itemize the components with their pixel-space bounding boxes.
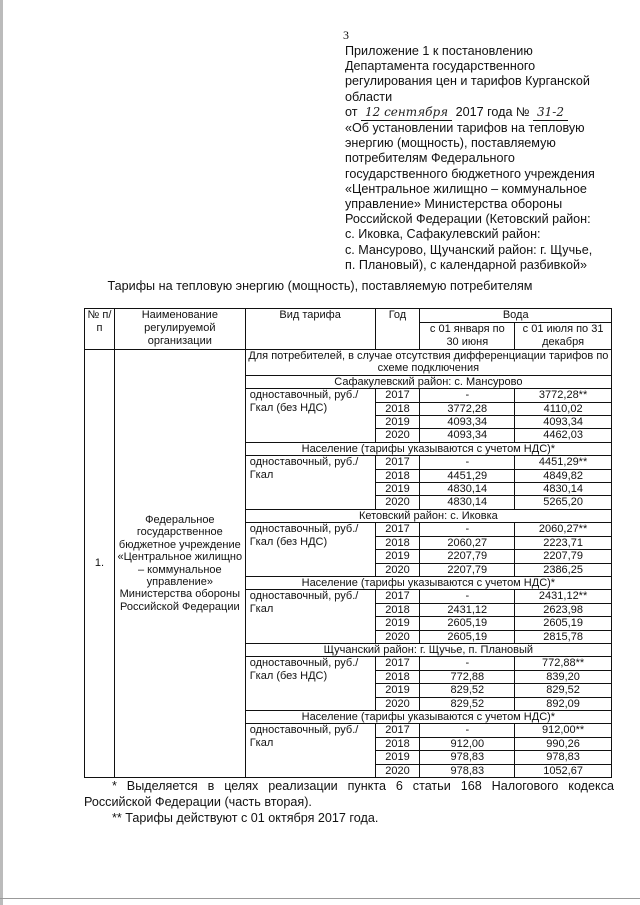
population-heading: Население (тарифы указываются с учетом НДС)*: [245, 710, 611, 723]
tariff-period-2: 2815,78: [515, 630, 612, 643]
year-cell: 2019: [375, 550, 420, 563]
appendix-header: [345, 44, 615, 273]
year-cell: 2020: [375, 429, 420, 442]
section-heading: Для потребителей, в случае отсутствия дифференциации тарифов по схеме подключения: [245, 350, 611, 376]
population-heading: Население (тарифы указываются с учетом НДС)*: [245, 576, 611, 589]
year-cell: 2017: [375, 456, 420, 469]
tariff-period-2: 772,88**: [515, 657, 612, 670]
tariff-type: одноставочный, руб./Гкал (без НДС): [245, 657, 375, 711]
tariff-period-1: 4451,29: [420, 469, 515, 482]
year-cell: 2017: [375, 724, 420, 737]
tariff-period-1: 4830,14: [420, 496, 515, 509]
tariff-period-2: 2223,71: [515, 536, 612, 549]
footnote-1: * Выделяется в целях реализации пункта 6 статьи 168 Налогового кодекса Российской Федерации (часть вторая).: [84, 779, 614, 809]
year-cell: 2017: [375, 523, 420, 536]
tariff-period-2: 4093,34: [515, 416, 612, 429]
tariff-period-2: 2386,25: [515, 563, 612, 576]
section-heading-row: [85, 350, 612, 376]
subject-line: управление» Министерства обороны: [345, 197, 563, 212]
header-water: Вода: [420, 309, 612, 323]
year-cell: 2020: [375, 563, 420, 576]
tariff-period-2: 839,20: [515, 670, 612, 683]
tariff-period-2: 990,26: [515, 737, 612, 750]
tariff-period-1: 2207,79: [420, 563, 515, 576]
header-period-2: с 01 июля по 31 декабря: [515, 323, 612, 350]
year-cell: 2019: [375, 416, 420, 429]
year-cell: 2017: [375, 657, 420, 670]
tariff-period-1: 829,52: [420, 697, 515, 710]
tariff-period-2: 829,52: [515, 684, 612, 697]
population-heading: Население (тарифы указываются с учетом НДС)*: [245, 442, 611, 455]
year-cell: 2018: [375, 469, 420, 482]
year-cell: 2018: [375, 536, 420, 549]
tariff-period-1: -: [420, 456, 515, 469]
organization-name: Федеральное государственное бюджетное учреждение «Центральное жилищно – коммунальное управление» Министерства обороны Российской Федерации: [114, 350, 245, 778]
date-prefix: от: [345, 104, 358, 119]
district-name: Сафакулевский район: с. Мансурово: [245, 375, 611, 388]
tariff-period-1: -: [420, 724, 515, 737]
header-number: № п/п: [85, 309, 115, 350]
year-cell: 2017: [375, 590, 420, 603]
subject-line: с. Мансурово, Щучанский район: г. Щучье,: [345, 242, 593, 257]
header-period-1: с 01 января по 30 июня: [420, 323, 515, 350]
tariff-period-2: 978,83: [515, 751, 612, 764]
tariff-period-2: 912,00**: [515, 724, 612, 737]
year-cell: 2019: [375, 684, 420, 697]
appendix-line: области: [345, 89, 393, 104]
district-name: Кетовский район: с. Иковка: [245, 509, 611, 522]
tariff-period-1: 2207,79: [420, 550, 515, 563]
appendix-line: регулирования цен и тарифов Курганской: [345, 74, 590, 89]
page-number: 3: [343, 28, 349, 42]
tariff-period-1: 3772,28: [420, 402, 515, 415]
tariff-period-1: 2605,19: [420, 617, 515, 630]
handwritten-number: 31-2: [533, 105, 568, 121]
year-cell: 2018: [375, 603, 420, 616]
tariff-table: [84, 308, 612, 778]
tariff-period-1: -: [420, 523, 515, 536]
tariff-type: одноставочный, руб./Гкал (без НДС): [245, 523, 375, 577]
tariff-period-1: 978,83: [420, 751, 515, 764]
tariff-period-1: 829,52: [420, 684, 515, 697]
tariff-period-2: 2207,79: [515, 550, 612, 563]
subject-line: «Центральное жилищно – коммунальное: [345, 181, 587, 196]
subject-line: с. Иковка, Сафакулевский район:: [345, 227, 541, 242]
tariff-period-1: -: [420, 590, 515, 603]
year-cell: 2019: [375, 483, 420, 496]
year-cell: 2020: [375, 764, 420, 777]
tariff-period-1: 912,00: [420, 737, 515, 750]
tariff-period-1: -: [420, 657, 515, 670]
handwritten-date: 12 сентября: [361, 105, 452, 121]
footnotes: [84, 778, 614, 826]
year-cell: 2020: [375, 697, 420, 710]
tariff-period-1: 4093,34: [420, 429, 515, 442]
tariff-period-2: 1052,67: [515, 764, 612, 777]
year-cell: 2020: [375, 496, 420, 509]
header-organization: Наименование регулируемой организации: [114, 309, 245, 350]
subject-line: энергию (мощность), поставляемую: [345, 136, 556, 151]
tariff-type: одноставочный, руб./Гкал: [245, 724, 375, 778]
tariff-period-2: 5265,20: [515, 496, 612, 509]
tariff-period-2: 892,09: [515, 697, 612, 710]
tariff-period-2: 4830,14: [515, 483, 612, 496]
tariff-type: одноставочный, руб./Гкал (без НДС): [245, 389, 375, 443]
tariff-period-2: 2431,12**: [515, 590, 612, 603]
appendix-line: Департамента государственного: [345, 59, 536, 74]
scan-edge: [0, 0, 3, 905]
tariff-period-1: 2605,19: [420, 630, 515, 643]
year-cell: 2018: [375, 737, 420, 750]
year-cell: 2019: [375, 617, 420, 630]
year-cell: 2018: [375, 402, 420, 415]
row-number: 1.: [85, 350, 115, 778]
tariff-period-1: 772,88: [420, 670, 515, 683]
tariff-period-1: 2431,12: [420, 603, 515, 616]
appendix-line: Приложение 1 к постановлению: [345, 44, 533, 58]
tariff-period-2: 2605,19: [515, 617, 612, 630]
tariff-period-1: -: [420, 389, 515, 402]
district-name: Щучанский район: г. Щучье, п. Плановый: [245, 643, 611, 656]
document-title: Тарифы на тепловую энергию (мощность), поставляемую потребителям: [107, 279, 533, 293]
subject-line: «Об установлении тарифов на тепловую: [345, 121, 585, 136]
header-year: Год: [375, 309, 420, 350]
subject-line: государственного бюджетного учреждения: [345, 166, 595, 181]
subject-line: п. Плановый), с календарной разбивкой»: [345, 257, 588, 272]
tariff-period-2: 2623,98: [515, 603, 612, 616]
subject-line: потребителям Федерального: [345, 151, 515, 166]
year-cell: 2018: [375, 670, 420, 683]
tariff-period-2: 4462,03: [515, 429, 612, 442]
tariff-period-1: 4093,34: [420, 416, 515, 429]
tariff-period-2: 4451,29**: [515, 456, 612, 469]
tariff-period-2: 4110,02: [515, 402, 612, 415]
tariff-period-2: 3772,28**: [515, 389, 612, 402]
appendix-date-line: [345, 105, 615, 121]
year-cell: 2017: [375, 389, 420, 402]
footnote-2: ** Тарифы действуют с 01 октября 2017 года.: [112, 811, 379, 825]
date-suffix: 2017 года №: [455, 104, 530, 119]
tariff-period-1: 978,83: [420, 764, 515, 777]
tariff-period-2: 2060,27**: [515, 523, 612, 536]
scan-bottom-edge: [0, 898, 640, 899]
tariff-type: одноставочный, руб./Гкал: [245, 456, 375, 510]
tariff-type: одноставочный, руб./Гкал: [245, 590, 375, 644]
tariff-period-1: 4830,14: [420, 483, 515, 496]
year-cell: 2019: [375, 751, 420, 764]
tariff-period-1: 2060,27: [420, 536, 515, 549]
year-cell: 2020: [375, 630, 420, 643]
tariff-period-2: 4849,82: [515, 469, 612, 482]
subject-line: Российской Федерации (Кетовский район:: [345, 212, 591, 227]
header-tariff-type: Вид тарифа: [245, 309, 375, 350]
